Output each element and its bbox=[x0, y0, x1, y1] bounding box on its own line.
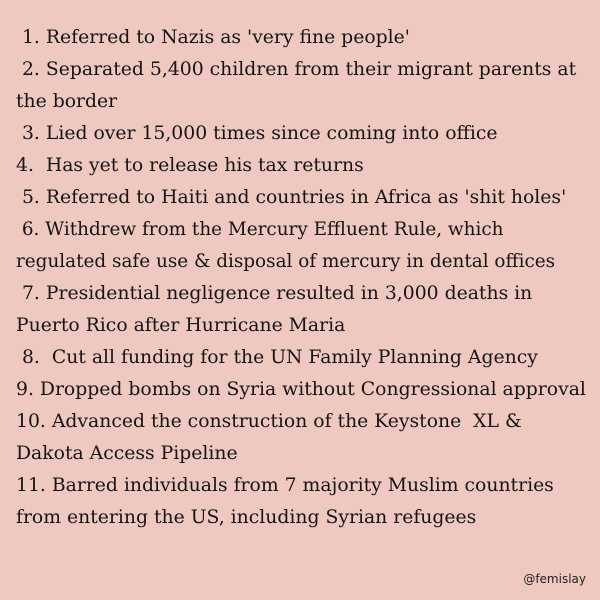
list-item-1: 1. Referred to Nazis as 'very fine people' bbox=[16, 27, 410, 48]
list-item-9: 9. Dropped bombs on Syria without Congressional approval bbox=[16, 379, 586, 400]
list-item-11: 11. Barred individuals from 7 majority Muslim countries from entering the US, including Syrian refugees bbox=[16, 475, 560, 528]
list-item-3: 3. Lied over 15,000 times since coming into office bbox=[16, 123, 498, 144]
list-item-2: 2. Separated 5,400 children from their migrant parents at the border bbox=[16, 59, 583, 112]
list-item-7: 7. Presidential negligence resulted in 3,000 deaths in Puerto Rico after Hurricane Maria bbox=[16, 283, 539, 336]
grievance-list bbox=[16, 22, 590, 534]
list-item-5: 5. Referred to Haiti and countries in Africa as 'shit holes' bbox=[16, 187, 567, 208]
author-handle: @femislay bbox=[523, 572, 586, 586]
list-item-10: 10. Advanced the construction of the Keystone XL & Dakota Access Pipeline bbox=[16, 411, 528, 464]
list-item-8: 8. Cut all funding for the UN Family Planning Agency bbox=[16, 347, 538, 368]
list-item-4: 4. Has yet to release his tax returns bbox=[16, 155, 364, 176]
list-item-6: 6. Withdrew from the Mercury Effluent Rule, which regulated safe use & disposal of mercury in dental offices bbox=[16, 219, 556, 272]
